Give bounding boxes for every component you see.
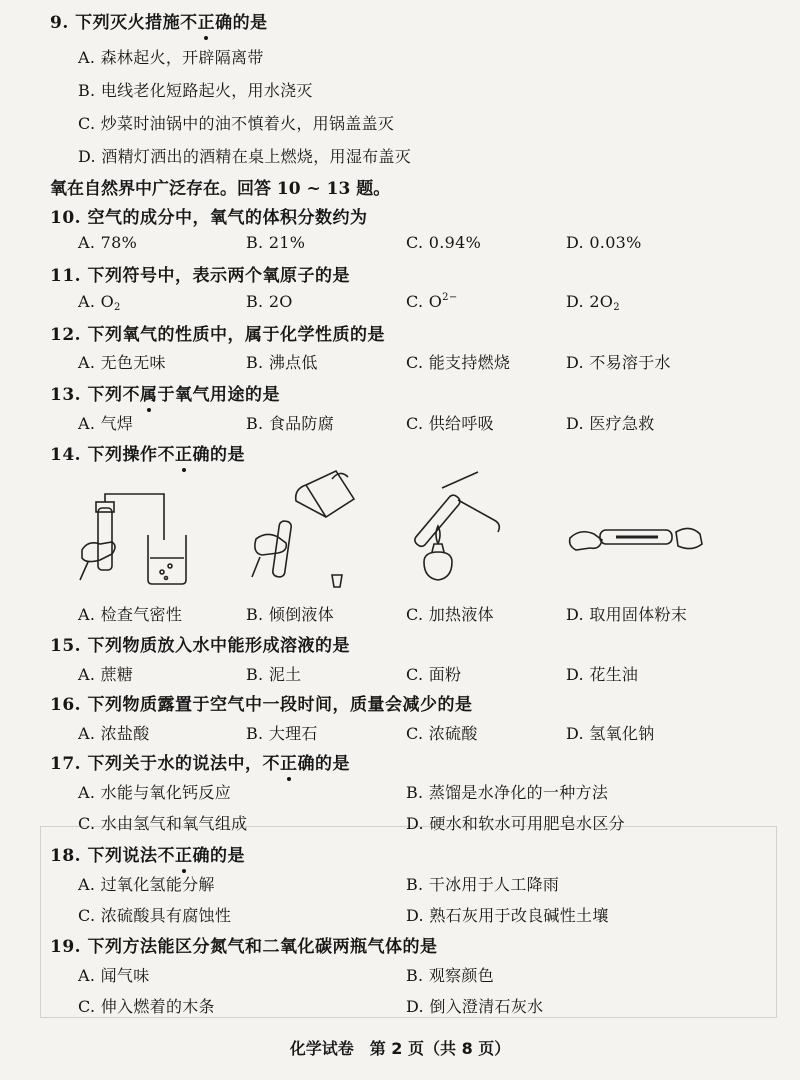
q13-option-a: A. 气焊 (78, 414, 134, 433)
emphasis-not-correct: 不正确 (158, 440, 211, 465)
q12-option-c: C. 能支持燃烧 (406, 353, 511, 372)
question-15-stem: 15. 下列物质放入水中能形成溶液的是 (50, 636, 350, 656)
q10-option-b: B. 21% (246, 233, 306, 252)
q9-option-d: D. 酒精灯洒出的酒精在桌上燃烧，用湿布盖灭 (78, 147, 412, 166)
q16-option-a: A. 浓盐酸 (78, 724, 150, 743)
q15-option-c: C. 面粉 (406, 665, 462, 684)
question-16-stem: 16. 下列物质露置于空气中一段时间，质量会减少的是 (50, 695, 473, 715)
question-19-stem: 19. 下列方法能区分氮气和二氧化碳两瓶气体的是 (50, 937, 438, 957)
q13-option-d: D. 医疗急救 (566, 414, 655, 433)
q10-option-d: D. 0.03% (566, 233, 642, 252)
q13-option-b: B. 食品防腐 (246, 414, 335, 433)
emphasis-not-correct: 不正确 (158, 841, 211, 866)
q17-option-b: B. 蒸馏是水净化的一种方法 (406, 783, 609, 802)
q18-option-d: D. 熟石灰用于改良碱性土壤 (406, 906, 609, 925)
q9-option-a: A. 森林起火，开辟隔离带 (78, 48, 264, 67)
q16-option-b: B. 大理石 (246, 724, 318, 743)
emphasis-not-belong: 不属于 (123, 380, 176, 405)
q19-option-a: A. 闻气味 (78, 966, 150, 985)
q15-option-d: D. 花生油 (566, 665, 639, 684)
q11-option-b: B. 2O (246, 292, 293, 311)
q11-option-a: A. $O_2$ (78, 292, 121, 313)
q13-option-c: C. 供给呼吸 (406, 414, 494, 433)
q15-option-a: A. 蔗糖 (78, 665, 134, 684)
q17-option-a: A. 水能与氧化钙反应 (78, 783, 232, 802)
q10-option-a: A. 78% (78, 233, 138, 252)
emphasis-not-correct: 不正确 (263, 749, 316, 774)
q12-option-a: A. 无色无味 (78, 353, 166, 372)
question-18-stem: 18. 下列说法不正确的是 (50, 841, 245, 866)
q18-option-a: A. 过氧化氢能分解 (78, 875, 215, 894)
figure-heat-liquid (402, 470, 512, 590)
q9-option-b: B. 电线老化短路起火，用水浇灭 (78, 81, 313, 100)
question-17-stem: 17. 下列关于水的说法中，不正确的是 (50, 749, 350, 774)
q11-option-d: D. $2O_2$ (566, 292, 620, 313)
q10-option-c: C. 0.94% (406, 233, 482, 252)
q15-option-b: B. 泥土 (246, 665, 302, 684)
figure-check-airtightness (78, 480, 198, 590)
q18-option-b: B. 干冰用于人工降雨 (406, 875, 560, 894)
q19-option-b: B. 观察颜色 (406, 966, 495, 985)
q14-option-b: B. 倾倒液体 (246, 605, 335, 624)
question-11-stem: 11. 下列符号中，表示两个氧原子的是 (50, 266, 350, 286)
figure-solid-powder (566, 512, 706, 572)
q16-option-c: C. 浓硫酸 (406, 724, 478, 743)
q17-option-c: C. 水由氢气和氧气组成 (78, 814, 248, 833)
q17-option-d: D. 硬水和软水可用肥皂水区分 (406, 814, 625, 833)
page-footer: 化学试卷 第 2 页（共 8 页） (289, 1039, 511, 1058)
section-heading: 氧在自然界中广泛存在。回答 10 ~ 13 题。 (50, 179, 391, 199)
question-12-stem: 12. 下列氧气的性质中，属于化学性质的是 (50, 325, 385, 345)
q12-option-d: D. 不易溶于水 (566, 353, 671, 372)
q19-option-c: C. 伸入燃着的木条 (78, 997, 215, 1016)
figure-pour-liquid (236, 465, 366, 595)
question-9-stem: 9. 下列灭火措施不正确的是 (50, 8, 268, 33)
question-13-stem: 13. 下列不属于氧气用途的是 (50, 380, 280, 405)
q14-option-c: C. 加热液体 (406, 605, 494, 624)
q16-option-d: D. 氢氧化钠 (566, 724, 655, 743)
q14-option-d: D. 取用固体粉末 (566, 605, 688, 624)
emphasis-not-correct: 不正确 (180, 8, 233, 33)
question-14-stem: 14. 下列操作不正确的是 (50, 440, 245, 465)
q12-option-b: B. 沸点低 (246, 353, 318, 372)
q18-option-c: C. 浓硫酸具有腐蚀性 (78, 906, 232, 925)
q19-option-d: D. 倒入澄清石灰水 (406, 997, 544, 1016)
q11-option-c: C. $O^{2-}$ (406, 292, 458, 311)
q14-option-a: A. 检查气密性 (78, 605, 183, 624)
q9-option-c: C. 炒菜时油锅中的油不慎着火，用锅盖盖灭 (78, 114, 395, 133)
question-10-stem: 10. 空气的成分中，氧气的体积分数约为 (50, 208, 368, 228)
